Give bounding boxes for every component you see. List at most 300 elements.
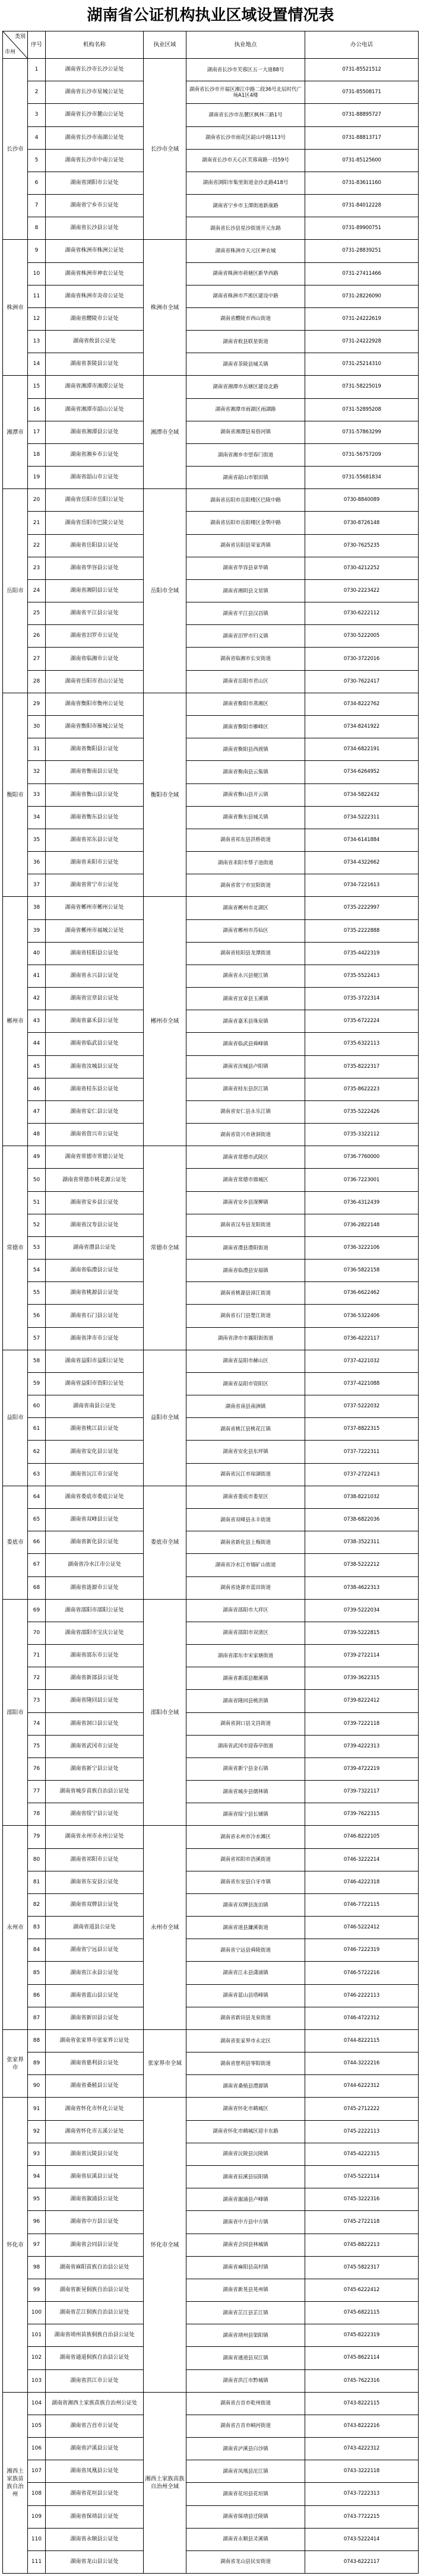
addr-cell: 湖南省嘉禾县珠泉镇 (186, 1010, 305, 1033)
name-cell: 湖南省洞口县公证处 (46, 1712, 144, 1735)
name-cell: 湖南省通道侗族自治县公证处 (46, 2347, 144, 2369)
table-row (3, 1690, 419, 1712)
seq-cell: 22 (28, 534, 46, 557)
name-cell: 湖南省韶山市公证处 (46, 467, 144, 489)
phone-cell: 0743-8222115 (305, 2392, 419, 2415)
addr-cell: 湖南省邵阳市双清区 (186, 1622, 305, 1644)
seq-cell: 31 (28, 738, 46, 761)
table-row (3, 1531, 419, 1554)
phone-cell: 0735-2222997 (305, 897, 419, 919)
name-cell: 湖南省慈利县公证处 (46, 2052, 144, 2075)
table-row (3, 852, 419, 874)
name-cell: 湖南省株洲市神农公证处 (46, 262, 144, 285)
area-cell: 常德市全域 (144, 1146, 186, 1350)
table-row (3, 1486, 419, 1508)
addr-cell: 湖南省株洲市荷塘区新华西路 (186, 262, 305, 285)
seq-cell: 73 (28, 1690, 46, 1712)
phone-cell: 0745-6222412 (305, 2279, 419, 2301)
name-cell: 湖南省湘西土家族苗族自治州公证处 (46, 2392, 144, 2415)
header-name: 机构名称 (46, 31, 144, 59)
phone-cell: 0743-7722215 (305, 2505, 419, 2528)
seq-cell: 62 (28, 1441, 46, 1463)
addr-cell: 湖南省衡阳市雁峰区 (186, 715, 305, 738)
seq-cell: 29 (28, 693, 46, 715)
city-cell: 怀化市 (3, 2098, 28, 2392)
name-cell: 湖南省汉寿县公证处 (46, 1214, 144, 1236)
phone-cell: 0746-4222318 (305, 1871, 419, 1893)
phone-cell: 0731-57863299 (305, 421, 419, 443)
addr-cell: 湖南省桃源县漳江街道 (186, 1282, 305, 1305)
phone-cell: 0745-5222114 (305, 2165, 419, 2188)
table-row (3, 331, 419, 353)
table-row (3, 2188, 419, 2211)
phone-cell: 0731-85508171 (305, 81, 419, 104)
name-cell: 湖南省华容县公证处 (46, 557, 144, 579)
addr-cell: 湖南省洪江市黔城镇 (186, 2369, 305, 2392)
name-cell: 湖南省花垣县公证处 (46, 2483, 144, 2505)
seq-cell: 60 (28, 1395, 46, 1418)
seq-cell: 99 (28, 2279, 46, 2301)
phone-cell: 0734-6264952 (305, 761, 419, 783)
name-cell: 湖南省邵阳市邵阳公证处 (46, 1599, 144, 1622)
name-cell: 湖南省辰溪县公证处 (46, 2165, 144, 2188)
phone-cell: 0735-2222888 (305, 919, 419, 942)
phone-cell: 0746-5222412 (305, 1917, 419, 1939)
seq-cell: 44 (28, 1033, 46, 1055)
table-row (3, 715, 419, 738)
addr-cell: 湖南省安乡县深柳镇 (186, 1191, 305, 1214)
city-cell: 岳阳市 (3, 489, 28, 693)
name-cell: 湖南省宁远县公证处 (46, 1939, 144, 1962)
addr-cell: 湖南省宜章县玉溪镇 (186, 988, 305, 1010)
phone-cell: 0746-3222214 (305, 1848, 419, 1871)
phone-cell: 0731-24222619 (305, 307, 419, 330)
addr-cell: 湖南省衡阳市蒸湘区 (186, 693, 305, 715)
seq-cell: 36 (28, 852, 46, 874)
addr-cell: 湖南省衡东县城关镇 (186, 806, 305, 829)
table-row (3, 579, 419, 602)
seq-cell: 35 (28, 829, 46, 851)
phone-cell: 0730-4212252 (305, 557, 419, 579)
city-cell: 株洲市 (3, 240, 28, 376)
table-row (3, 240, 419, 262)
addr-cell: 湖南省新邵县酿溪镇 (186, 1667, 305, 1690)
seq-cell: 105 (28, 2415, 46, 2437)
name-cell: 湖南省中方县公证处 (46, 2211, 144, 2234)
seq-cell: 68 (28, 1576, 46, 1599)
seq-cell: 50 (28, 1169, 46, 1191)
name-cell: 湖南省岳阳市岳阳公证处 (46, 489, 144, 512)
phone-cell: 0731-88813717 (305, 126, 419, 149)
addr-cell: 湖南省临湘市长安街道 (186, 648, 305, 670)
phone-cell: 0746-7222319 (305, 1939, 419, 1962)
table-row (3, 965, 419, 987)
phone-cell: 0739-4222313 (305, 1735, 419, 1757)
table-row (3, 1962, 419, 1984)
phone-cell: 0738-5222212 (305, 1554, 419, 1576)
seq-cell: 12 (28, 307, 46, 330)
seq-cell: 17 (28, 421, 46, 443)
table-row (3, 1418, 419, 1441)
addr-cell: 湖南省芷江县芷江镇 (186, 2302, 305, 2324)
seq-cell: 82 (28, 1893, 46, 1916)
name-cell: 湖南省桃源县公证处 (46, 1282, 144, 1305)
addr-cell: 湖南省永顺县灵溪镇 (186, 2528, 305, 2550)
phone-cell: 0735-3722314 (305, 988, 419, 1010)
area-cell: 怀化市全域 (144, 2098, 186, 2392)
addr-cell: 湖南省浏阳市集里街道金沙北路418号 (186, 172, 305, 194)
phone-cell: 0744-6222312 (305, 2075, 419, 2098)
name-cell: 湖南省南县公证处 (46, 1395, 144, 1418)
phone-cell: 0735-3322112 (305, 1124, 419, 1146)
addr-cell: 湖南省长沙市芙蓉区五一大道88号 (186, 59, 305, 81)
table-row (3, 489, 419, 512)
seq-cell: 109 (28, 2505, 46, 2528)
table-row (3, 1984, 419, 2007)
name-cell: 湖南省新邵县公证处 (46, 1667, 144, 1690)
table-row (3, 512, 419, 534)
phone-cell: 0731-25214310 (305, 353, 419, 376)
seq-cell: 20 (28, 489, 46, 512)
area-cell: 永州市全域 (144, 1826, 186, 2030)
addr-cell: 湖南省邵东市宋家塘街道 (186, 1645, 305, 1667)
phone-cell: 0734-6822191 (305, 738, 419, 761)
name-cell: 湖南省石门县公证处 (46, 1305, 144, 1327)
table-row (3, 467, 419, 489)
table-row (3, 2369, 419, 2392)
addr-cell: 湖南省保靖县迁陵镇 (186, 2505, 305, 2528)
seq-cell: 3 (28, 104, 46, 126)
seq-cell: 76 (28, 1757, 46, 1780)
name-cell: 湖南省岳阳市君山公证处 (46, 670, 144, 693)
table-row (3, 1939, 419, 1962)
table-row (3, 1191, 419, 1214)
phone-cell: 0743-6222117 (305, 2550, 419, 2573)
name-cell: 湖南省常宁市公证处 (46, 874, 144, 897)
phone-cell: 0739-5222815 (305, 1622, 419, 1644)
table-row (3, 2029, 419, 2052)
seq-cell: 57 (28, 1327, 46, 1350)
table-row (3, 2324, 419, 2347)
area-cell: 岳阳市全域 (144, 489, 186, 693)
seq-cell: 67 (28, 1554, 46, 1576)
addr-cell: 湖南省湘阴县文星镇 (186, 579, 305, 602)
name-cell: 湖南省沅江市公证处 (46, 1463, 144, 1486)
table-row (3, 1826, 419, 1848)
table-row (3, 149, 419, 172)
seq-cell: 46 (28, 1078, 46, 1100)
table-row (3, 919, 419, 942)
name-cell: 湖南省新田县公证处 (46, 2007, 144, 2029)
phone-cell: 0736-4222117 (305, 1327, 419, 1350)
table-row (3, 1350, 419, 1372)
seq-cell: 93 (28, 2143, 46, 2165)
city-cell: 益阳市 (3, 1350, 28, 1486)
addr-cell: 湖南省长沙市雨花区韶山中路113号 (186, 126, 305, 149)
name-cell: 湖南省麻阳苗族自治县公证处 (46, 2256, 144, 2279)
phone-cell: 0736-3222106 (305, 1236, 419, 1259)
seq-cell: 48 (28, 1124, 46, 1146)
table-body (3, 59, 419, 2574)
phone-cell: 0739-7622315 (305, 1803, 419, 1826)
name-cell: 湖南省芷江侗族自治县公证处 (46, 2302, 144, 2324)
seq-cell: 43 (28, 1010, 46, 1033)
phone-cell: 0745-8822213 (305, 2234, 419, 2256)
phone-cell: 0738-4622313 (305, 1576, 419, 1599)
seq-cell: 83 (28, 1917, 46, 1939)
table-row (3, 1146, 419, 1169)
name-cell: 湖南省宁乡市公证处 (46, 195, 144, 217)
addr-cell: 湖南省衡山县开云镇 (186, 783, 305, 806)
name-cell: 湖南省醴陵市公证处 (46, 307, 144, 330)
name-cell: 湖南省永兴县公证处 (46, 965, 144, 987)
name-cell: 湖南省江永县公证处 (46, 1962, 144, 1984)
addr-cell: 湖南省资兴市唐洞街道 (186, 1124, 305, 1146)
phone-cell: 0734-8222762 (305, 693, 419, 715)
addr-cell: 湖南省株洲市芦淞区建设中路 (186, 285, 305, 307)
name-cell: 湖南省东安县公证处 (46, 1871, 144, 1893)
table-row (3, 2120, 419, 2143)
seq-cell: 41 (28, 965, 46, 987)
phone-cell: 0730-7622417 (305, 670, 419, 693)
phone-cell: 0730-6222112 (305, 602, 419, 625)
city-cell: 常德市 (3, 1146, 28, 1350)
name-cell: 湖南省岳阳市巴陵公证处 (46, 512, 144, 534)
seq-cell: 72 (28, 1667, 46, 1690)
phone-cell: 0745-6822115 (305, 2302, 419, 2324)
table-row (3, 1712, 419, 1735)
phone-cell: 0736-7223001 (305, 1169, 419, 1191)
addr-cell: 湖南省耒阳市蔡子池街道 (186, 852, 305, 874)
addr-cell: 湖南省南县南洲镇 (186, 1395, 305, 1418)
phone-cell: 0734-8241922 (305, 715, 419, 738)
city-cell: 湘西土家族苗族自治州 (3, 2392, 28, 2573)
seq-cell: 88 (28, 2029, 46, 2052)
name-cell: 湖南省常德市桃花源公证处 (46, 1169, 144, 1191)
phone-cell: 0731-28226090 (305, 285, 419, 307)
name-cell: 湖南省怀化市怀化公证处 (46, 2098, 144, 2120)
phone-cell: 0736-7760000 (305, 1146, 419, 1169)
phone-cell: 0743-8222216 (305, 2415, 419, 2437)
seq-cell: 2 (28, 81, 46, 104)
name-cell: 湖南省武冈市公证处 (46, 1735, 144, 1757)
addr-cell: 湖南省武冈市迎春亭街道 (186, 1735, 305, 1757)
phone-cell: 0745-8222319 (305, 2324, 419, 2347)
seq-cell: 103 (28, 2369, 46, 2392)
name-cell: 湖南省新化县公证处 (46, 1531, 144, 1554)
table-row (3, 1871, 419, 1893)
addr-cell: 湖南省长沙市开福区湘江中路二段36号北辰时代广场A1区4楼 (186, 81, 305, 104)
table-row (3, 1214, 419, 1236)
table-row (3, 2460, 419, 2483)
seq-cell: 55 (28, 1282, 46, 1305)
phone-cell: 0731-52895208 (305, 398, 419, 421)
addr-cell: 湖南省津市市襄阳街街道 (186, 1327, 305, 1350)
table-row (3, 1781, 419, 1803)
addr-cell: 湖南省长沙县星沙街道开元东路 (186, 217, 305, 240)
table-row (3, 1124, 419, 1146)
addr-cell: 湖南省新田县龙泉街道 (186, 2007, 305, 2029)
seq-cell: 33 (28, 783, 46, 806)
seq-cell: 71 (28, 1645, 46, 1667)
seq-cell: 23 (28, 557, 46, 579)
name-cell: 湖南省临武县公证处 (46, 1033, 144, 1055)
table-row (3, 2438, 419, 2460)
addr-cell: 湖南省益阳市资阳区 (186, 1372, 305, 1395)
seq-cell: 100 (28, 2302, 46, 2324)
addr-cell: 湖南省双牌县泷泊镇 (186, 1893, 305, 1916)
addr-cell: 湖南省永兴县便江镇 (186, 965, 305, 987)
addr-cell: 湖南省常德市武陵区 (186, 1146, 305, 1169)
name-cell: 湖南省益阳市益阳公证处 (46, 1350, 144, 1372)
phone-cell: 0730-3722016 (305, 648, 419, 670)
name-cell: 湖南省祁东县公证处 (46, 829, 144, 851)
table-row (3, 1509, 419, 1531)
table-row (3, 1395, 419, 1418)
seq-cell: 98 (28, 2256, 46, 2279)
seq-cell: 21 (28, 512, 46, 534)
table-row (3, 307, 419, 330)
seq-cell: 6 (28, 172, 46, 194)
addr-cell: 湖南省常德市鼎城区 (186, 1169, 305, 1191)
name-cell: 湖南省祁阳市公证处 (46, 1848, 144, 1871)
table-row (3, 376, 419, 398)
table-row (3, 2234, 419, 2256)
table-row (3, 2505, 419, 2528)
table-row (3, 398, 419, 421)
addr-cell: 湖南省麻阳县高村镇 (186, 2256, 305, 2279)
name-cell: 湖南省长沙市长沙公证处 (46, 59, 144, 81)
phone-cell: 0731-84012228 (305, 195, 419, 217)
seq-cell: 58 (28, 1350, 46, 1372)
phone-cell: 0735-5222426 (305, 1100, 419, 1123)
seq-cell: 53 (28, 1236, 46, 1259)
seq-cell: 97 (28, 2234, 46, 2256)
name-cell: 湖南省新晃侗族自治县公证处 (46, 2279, 144, 2301)
city-cell: 张家界市 (3, 2029, 28, 2098)
seq-cell: 63 (28, 1463, 46, 1486)
table-row (3, 1667, 419, 1690)
phone-cell: 0736-6622462 (305, 1282, 419, 1305)
table-row (3, 81, 419, 104)
header-phone: 办公电话 (305, 31, 419, 59)
area-cell: 株洲市全域 (144, 240, 186, 376)
phone-cell: 0731-88895727 (305, 104, 419, 126)
addr-cell: 湖南省永州市冷水滩区 (186, 1826, 305, 1848)
addr-cell: 湖南省花垣县花垣镇 (186, 2483, 305, 2505)
seq-cell: 39 (28, 919, 46, 942)
name-cell: 湖南省益阳市资阳公证处 (46, 1372, 144, 1395)
name-cell: 湖南省蓝山县公证处 (46, 1984, 144, 2007)
seq-cell: 4 (28, 126, 46, 149)
seq-cell: 110 (28, 2528, 46, 2550)
table-row (3, 1917, 419, 1939)
table-row (3, 1599, 419, 1622)
addr-cell: 湖南省临武县舜峰镇 (186, 1033, 305, 1055)
name-cell: 湖南省岳阳县公证处 (46, 534, 144, 557)
phone-cell: 0739-7222118 (305, 1712, 419, 1735)
addr-cell: 湖南省华容县章华镇 (186, 557, 305, 579)
table-row (3, 1848, 419, 1871)
name-cell: 湖南省张家界市张家界公证处 (46, 2029, 144, 2052)
table-row (3, 2098, 419, 2120)
name-cell: 湖南省沅陵县公证处 (46, 2143, 144, 2165)
name-cell: 湖南省安乡县公证处 (46, 1191, 144, 1214)
name-cell: 湖南省安化县公证处 (46, 1441, 144, 1463)
seq-cell: 80 (28, 1848, 46, 1871)
table-row (3, 1576, 419, 1599)
table-row (3, 1463, 419, 1486)
name-cell: 湖南省株洲市株洲公证处 (46, 240, 144, 262)
name-cell: 湖南省城步苗族自治县公证处 (46, 1781, 144, 1803)
seq-cell: 92 (28, 2120, 46, 2143)
addr-cell: 湖南省汉寿县龙阳街道 (186, 1214, 305, 1236)
phone-cell: 0730-5222005 (305, 625, 419, 648)
table-row (3, 942, 419, 965)
table-row (3, 2550, 419, 2573)
addr-cell: 湖南省吉首市峒河街道 (186, 2415, 305, 2437)
seq-cell: 28 (28, 670, 46, 693)
addr-cell: 湖南省蓝山县塔峰镇 (186, 1984, 305, 2007)
name-cell: 湖南省宜章县公证处 (46, 988, 144, 1010)
phone-cell: 0731-85125600 (305, 149, 419, 172)
phone-cell: 0738-8221032 (305, 1486, 419, 1508)
addr-cell: 湖南省双峰县永丰街道 (186, 1509, 305, 1531)
seq-cell: 66 (28, 1531, 46, 1554)
addr-cell: 湖南省张家界市永定区 (186, 2029, 305, 2052)
seq-cell: 94 (28, 2165, 46, 2188)
addr-cell: 湖南省娄底市娄星区 (186, 1486, 305, 1508)
phone-cell: 0745-2712222 (305, 2098, 419, 2120)
seq-cell: 84 (28, 1939, 46, 1962)
city-cell: 娄底市 (3, 1486, 28, 1599)
city-cell: 郴州市 (3, 897, 28, 1146)
area-cell: 郴州市全域 (144, 897, 186, 1146)
table-row (3, 1282, 419, 1305)
area-cell: 长沙市全域 (144, 59, 186, 240)
name-cell: 湖南省保靖县公证处 (46, 2505, 144, 2528)
addr-cell: 湖南省龙山县民安街道 (186, 2550, 305, 2573)
name-cell: 湖南省绥宁县公证处 (46, 1803, 144, 1826)
table-row (3, 1554, 419, 1576)
seq-cell: 77 (28, 1781, 46, 1803)
name-cell: 湖南省桑植县公证处 (46, 2075, 144, 2098)
seq-cell: 49 (28, 1146, 46, 1169)
seq-cell: 87 (28, 2007, 46, 2029)
name-cell: 湖南省攸县公证处 (46, 331, 144, 353)
seq-cell: 18 (28, 443, 46, 466)
name-cell: 湖南省浏阳市公证处 (46, 172, 144, 194)
city-cell: 湘潭市 (3, 376, 28, 489)
phone-cell: 0730-8726148 (305, 512, 419, 534)
addr-cell: 湖南省衡南县云集镇 (186, 761, 305, 783)
phone-cell: 0731-85521512 (305, 59, 419, 81)
area-cell: 衡阳市全域 (144, 693, 186, 897)
seq-cell: 8 (28, 217, 46, 240)
seq-cell: 52 (28, 1214, 46, 1236)
addr-cell: 湖南省新化县上梅街道 (186, 1531, 305, 1554)
seq-cell: 106 (28, 2438, 46, 2460)
seq-cell: 107 (28, 2460, 46, 2483)
phone-cell: 0734-4322662 (305, 852, 419, 874)
addr-cell: 湖南省宁乡市玉潭街道新康路 (186, 195, 305, 217)
table-row (3, 172, 419, 194)
table-row (3, 1893, 419, 1916)
table-row (3, 126, 419, 149)
phone-cell: 0731-89900751 (305, 217, 419, 240)
seq-cell: 56 (28, 1305, 46, 1327)
seq-cell: 79 (28, 1826, 46, 1848)
